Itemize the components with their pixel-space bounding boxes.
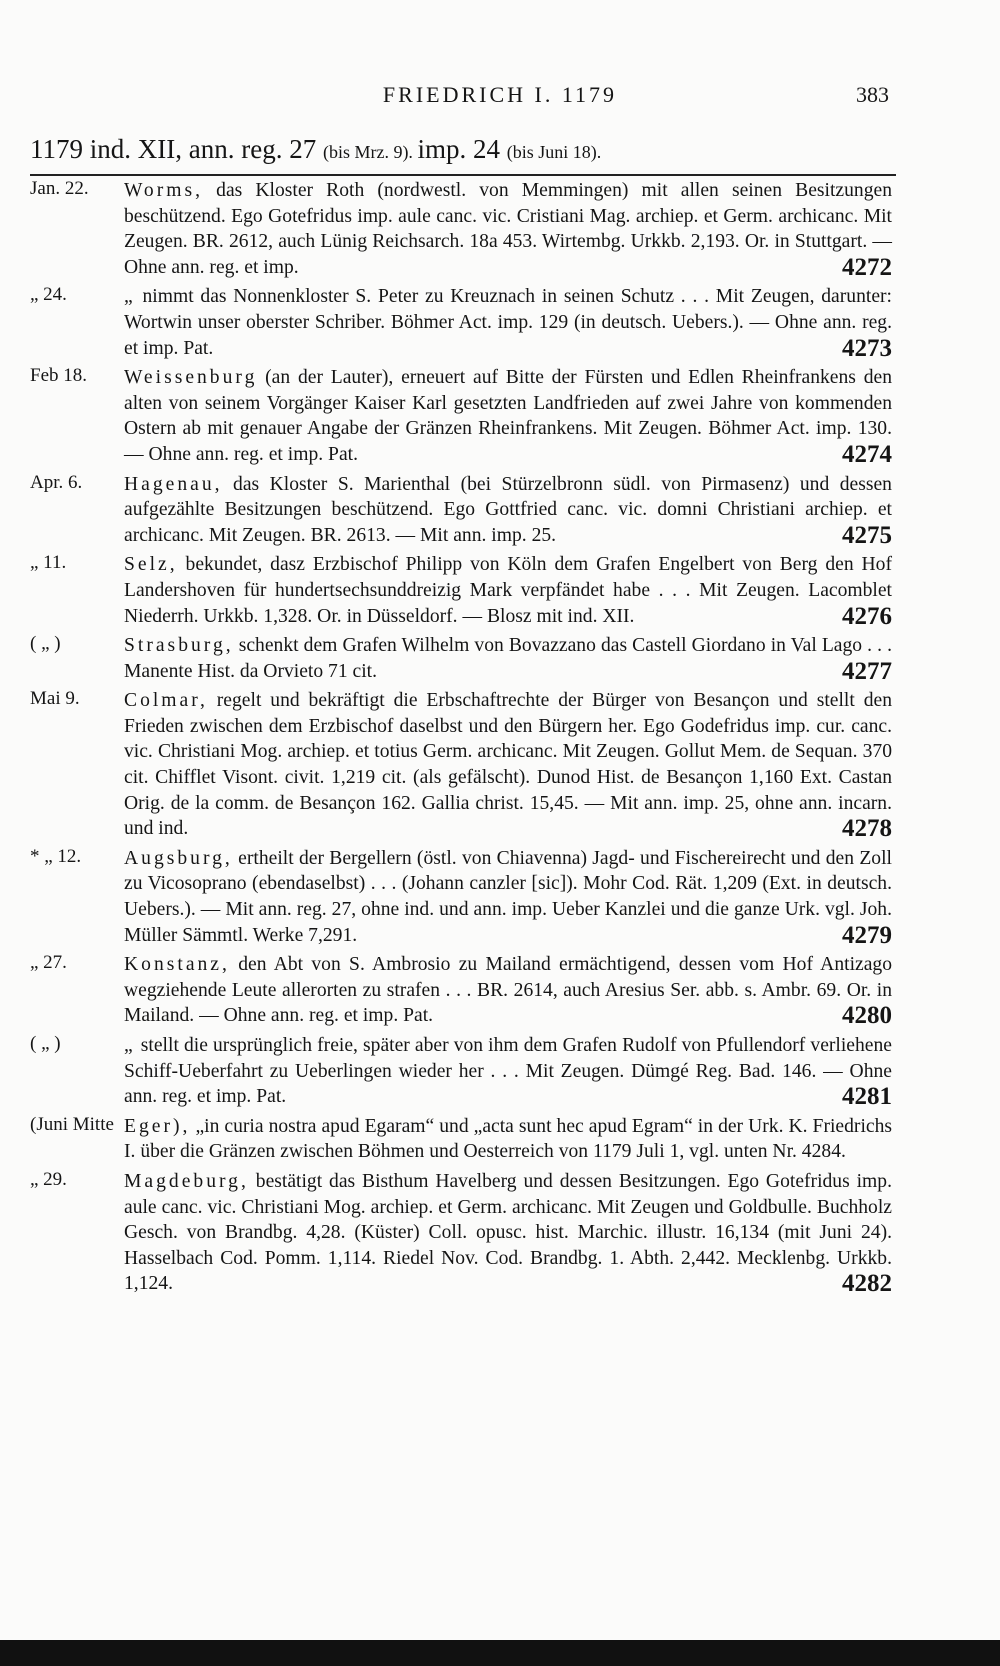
entry-text: stellt die ursprünglich freie, später aber von ihm dem Grafen Rudolf von Pfullendorf verliehene Schiff-Ueberfahrt zu Ueberlingen wieder her . . . Mit Zeugen. Dümgé Reg. Bad. 146. — Ohne ann. reg. et imp. Pat. — [124, 1035, 892, 1108]
year-line-main-1: 1179 ind. XII, ann. reg. 27 — [30, 134, 323, 164]
entry-place: Magdeburg, — [124, 1170, 249, 1192]
entry-body — [124, 365, 892, 467]
entry-body — [124, 1033, 892, 1110]
entry-number: 4275 — [842, 521, 892, 549]
regest-entry — [0, 178, 1000, 280]
entry-body — [124, 284, 892, 361]
entry-text: nimmt das Nonnenkloster S. Peter zu Kreuznach in seinen Schutz . . . Mit Zeugen, darunter: Wortwin unser oberster Schriber. Böhmer Act. imp. 129 (in deutsch. Uebers.). — Ohne ann. reg. et imp. Pat. — [124, 286, 892, 359]
entry-date: ( „ ) — [30, 1033, 61, 1054]
entry-number: 4273 — [842, 334, 892, 362]
header-title: FRIEDRICH I. 1179 — [382, 82, 618, 107]
running-header — [0, 78, 1000, 110]
entry-date: Jan. 22. — [30, 178, 89, 199]
entry-date: „ 11. — [30, 552, 67, 574]
entry-body — [124, 1114, 892, 1165]
regest-entry — [0, 846, 1000, 948]
entry-text: das Kloster S. Marienthal (bei Stürzelbronn südl. von Pirmasenz) und dessen aufgezählte Besitzungen beschützend. Ego Gottfried canc. vic. domni Christiani archiep. et archicanc. Mit Zeugen. BR. 2613. — Mit ann. imp. 25. — [124, 473, 892, 546]
entry-number: 4282 — [842, 1270, 892, 1298]
regest-entry — [0, 1169, 1000, 1297]
entry-date: „ 29. — [30, 1168, 67, 1190]
entry-place: „ — [124, 1035, 136, 1056]
entry-body — [124, 178, 892, 280]
entry-date: (Juni Mitte — [30, 1113, 114, 1135]
entry-place: Worms, — [124, 180, 204, 201]
entry-date: „ 24. — [30, 284, 67, 306]
regest-entry — [0, 952, 1000, 1029]
entry-number: 4277 — [842, 657, 892, 685]
year-line-small-1: (bis Mrz. 9). — [322, 142, 418, 162]
entry-text: bestätigt das Bisthum Havelberg und dessen Besitzungen. Ego Gotefridus imp. aule canc. vic. Christiani Mog. archiep. et Germ. archicanc. Mit Zeugen und Goldbulle. Buchholz Gesch. von Brandbg. 4,28. (Küster) Coll. opusc. hist. Marchic. illustr. 16,134 (mit Juni 24). Hasselbach Cod. Pomm. 1,114. Riedel Nov. Cod. Brandbg. 1. Abth. 2,442. Mecklenbg. Urkkb. 1,124. — [124, 1170, 892, 1295]
regest-entry — [0, 365, 1000, 467]
entry-date: * „ 12. — [30, 845, 82, 867]
entry-text: regelt und bekräftigt die Erbschaftrechte der Bürger von Besançon und stellt den Frieden zwischen dem Erzbischof daselbst und den Bürgern her. Ego Godefridus imp. cur. canc. vic. Christiani Mog. archiep. et totius Germ. archicanc. Mit Zeugen. Gollut Mem. de Sequan. 370 cit. Chifflet Visont. civit. 1,219 cit. (als gefälscht). Dunod Hist. de Besançon 1,160 Ext. Castan Orig. de la comm. de Besançon 162. Gallia christ. 15,45. — Mit ann. imp. 25, ohne ann. incarn. und ind. — [124, 690, 892, 840]
entry-text: bekundet, dasz Erzbischof Philipp von Köln dem Grafen Engelbert von Berg den Hof Landershoven für hundertsechsunddreizig Mark verpfändet habe . . . Mit Zeugen. Lacomblet Niederrh. Urkkb. 1,328. Or. in Düsseldorf. — Blosz mit ind. XII. — [124, 554, 892, 627]
entry-text: das Kloster Roth (nordwestl. von Memmingen) mit allen seinen Besitzungen beschützend. Ego Gotefridus imp. aule canc. vic. Cristiani Mag. archiep. et Germ. archicanc. Mit Zeugen. BR. 2612, auch Lünig Reichsarch. 18a 453. Wirtembg. Urkkb. 2,193. Or. in Stuttgart. — Ohne ann. reg. et imp. — [124, 180, 892, 278]
entry-place: Hagenau, — [124, 473, 223, 495]
entry-body — [124, 472, 892, 549]
entry-place: Strasburg, — [124, 635, 234, 657]
entry-date: Apr. 6. — [30, 471, 83, 493]
entry-place: „ — [124, 286, 136, 308]
page-number: 383 — [856, 82, 889, 107]
entry-text: (an der Lauter), erneuert auf Bitte der Fürsten und Edlen Rheinfrankens den alten von seinem Vorgänger Kaiser Karl gesetzten Landfrieden auf zwei Jahre von kommenden Ostern ab mit genauer Angabe der Gränzen Rheinfrankens. Mit Zeugen. Böhmer Act. imp. 130. — Ohne ann. reg. et imp. Pat. — [124, 367, 892, 465]
entry-date: ( „ ) — [30, 633, 61, 655]
year-line — [30, 134, 900, 165]
entry-number: 4276 — [842, 602, 892, 630]
entry-place: Weissenburg — [124, 367, 258, 389]
entry-number: 4278 — [842, 815, 892, 843]
entry-body — [124, 952, 892, 1029]
entry-body — [124, 552, 892, 629]
header-rule — [30, 174, 896, 176]
entry-body — [124, 633, 892, 684]
entry-number: 4280 — [842, 1002, 892, 1030]
entry-number: 4279 — [842, 921, 892, 949]
entry-place: Konstanz, — [124, 954, 230, 976]
regest-entry — [0, 1033, 1000, 1110]
entry-body — [124, 688, 892, 842]
entry-number: 4281 — [842, 1083, 892, 1111]
scan-bottom-edge — [0, 1640, 1000, 1666]
entry-place: Colmar, — [124, 690, 208, 712]
entry-text: ertheilt der Bergellern (östl. von Chiavenna) Jagd- und Fischereirecht und den Zoll zu Vicosoprano (ebendaselbst) . . . (Johann canzler [sic]). Mohr Cod. Rät. 1,209 (Ext. in deutsch. Uebers.). — Mit ann. reg. 27, ohne ind. und ann. imp. Ueber Kanzlei und die ganze Urk. vgl. Joh. Müller Sämmtl. Werke 7,291. — [124, 847, 892, 946]
regest-list — [0, 178, 1000, 1301]
year-line-main-2: imp. 24 — [417, 134, 507, 164]
entry-number: 4274 — [842, 440, 892, 468]
year-line-small-2: (bis Juni 18). — [506, 142, 602, 162]
regest-entry — [0, 688, 1000, 842]
entry-place: Eger), — [124, 1115, 191, 1137]
entry-date: Feb 18. — [30, 365, 87, 387]
regest-entry — [0, 552, 1000, 629]
entry-text: „in curia nostra apud Egaram“ und „acta sunt hec apud Egram“ in der Urk. K. Friedrichs I. über die Gränzen zwischen Böhmen und Oesterreich von 1179 Juli 1, vgl. unten Nr. 4284. — [124, 1115, 893, 1163]
entry-body — [124, 1169, 892, 1297]
regest-entry — [0, 1114, 1000, 1165]
regest-entry — [0, 284, 1000, 361]
regest-entry — [0, 472, 1000, 549]
entry-date: „ 27. — [30, 952, 67, 974]
entry-date: Mai 9. — [30, 688, 80, 710]
entry-place: Selz, — [124, 554, 178, 576]
entry-number: 4272 — [842, 253, 892, 281]
entry-place: Augsburg, — [124, 847, 233, 869]
regest-entry — [0, 633, 1000, 684]
entry-text: schenkt dem Grafen Wilhelm von Bovazzano das Castell Giordano in Val Lago . . . Manente Hist. da Orvieto 71 cit. — [124, 635, 892, 682]
entry-text: den Abt von S. Ambrosio zu Mailand ermächtigend, dessen vom Hof Antizago wegziehende Leute allerorten zu strafen . . . BR. 2614, auch Aresius Ser. abb. s. Ambr. 69. Or. in Mailand. — Ohne ann. reg. et imp. Pat. — [124, 954, 893, 1027]
entry-body — [124, 846, 892, 948]
